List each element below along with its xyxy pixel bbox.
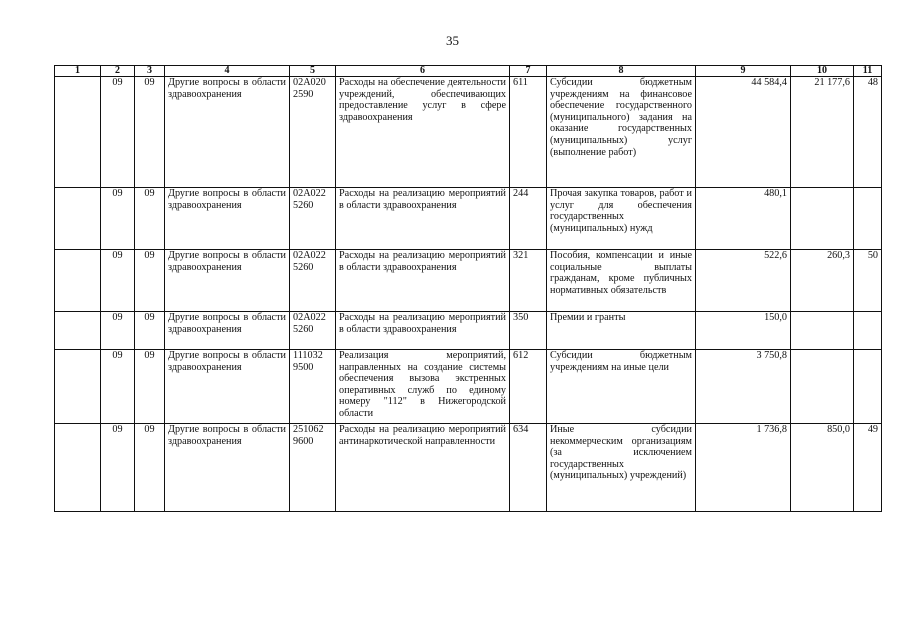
column-header: 9 xyxy=(696,66,791,77)
cell-target-code: 251062 9600 xyxy=(290,424,336,512)
table-row xyxy=(55,77,882,188)
cell-section-name: Другие вопросы в области здравоохранения xyxy=(165,312,290,350)
cell-type-name: Иные субсидии некоммерческим организациям (за исключением государственных (муниципальных) учреждений) xyxy=(547,424,696,512)
table-row xyxy=(55,188,882,250)
column-header: 3 xyxy=(135,66,165,77)
column-header: 5 xyxy=(290,66,336,77)
cell-amount-plan: 522,6 xyxy=(696,250,791,312)
cell-amount-actual xyxy=(791,350,854,424)
cell-type-code: 244 xyxy=(510,188,547,250)
cell-target-code: 111032 9500 xyxy=(290,350,336,424)
cell-expense-name: Расходы на реализацию мероприятий в области здравоохранения xyxy=(336,250,510,312)
column-header: 1 xyxy=(55,66,101,77)
table-row xyxy=(55,250,882,312)
cell-subsection: 09 xyxy=(135,188,165,250)
cell-type-name: Прочая закупка товаров, работ и услуг для обеспечения государственных (муниципальных) нужд xyxy=(547,188,696,250)
cell-amount-plan: 480,1 xyxy=(696,188,791,250)
cell-type-name: Субсидии бюджетным учреждениям на финансовое обеспечение государственного (муниципального) задания на оказание государственных (муниципальных) услуг (выполнение работ) xyxy=(547,77,696,188)
cell-number xyxy=(55,350,101,424)
cell-target-code: 02А022 5260 xyxy=(290,188,336,250)
cell-amount-actual xyxy=(791,312,854,350)
column-header: 10 xyxy=(791,66,854,77)
cell-expense-name: Расходы на реализацию мероприятий в области здравоохранения xyxy=(336,188,510,250)
cell-amount-plan: 1 736,8 xyxy=(696,424,791,512)
cell-type-code: 321 xyxy=(510,250,547,312)
cell-percent: 48 xyxy=(854,77,882,188)
page-number: 35 xyxy=(446,33,459,48)
column-header: 2 xyxy=(101,66,135,77)
cell-section-name: Другие вопросы в области здравоохранения xyxy=(165,424,290,512)
cell-type-code: 611 xyxy=(510,77,547,188)
cell-section: 09 xyxy=(101,350,135,424)
cell-subsection: 09 xyxy=(135,312,165,350)
cell-number xyxy=(55,188,101,250)
cell-type-name: Субсидии бюджетным учреждениям на иные цели xyxy=(547,350,696,424)
column-header: 7 xyxy=(510,66,547,77)
cell-expense-name: Расходы на реализацию мероприятий в области здравоохранения xyxy=(336,312,510,350)
cell-section-name: Другие вопросы в области здравоохранения xyxy=(165,77,290,188)
cell-expense-name: Расходы на обеспечение деятельности учреждений, обеспечивающих предоставление услуг в сфере здравоохранения xyxy=(336,77,510,188)
cell-section: 09 xyxy=(101,312,135,350)
table-row xyxy=(55,350,882,424)
cell-section: 09 xyxy=(101,77,135,188)
column-header: 6 xyxy=(336,66,510,77)
cell-number xyxy=(55,77,101,188)
cell-section: 09 xyxy=(101,250,135,312)
cell-number xyxy=(55,250,101,312)
column-header: 4 xyxy=(165,66,290,77)
cell-section-name: Другие вопросы в области здравоохранения xyxy=(165,250,290,312)
cell-percent: 49 xyxy=(854,424,882,512)
cell-section-name: Другие вопросы в области здравоохранения xyxy=(165,188,290,250)
cell-expense-name: Реализация мероприятий, направленных на создание системы обеспечения вызова экстренных оперативных служб по единому номеру "112" в Нижегородской области xyxy=(336,350,510,424)
cell-amount-plan: 150,0 xyxy=(696,312,791,350)
cell-amount-actual: 260,3 xyxy=(791,250,854,312)
column-header: 8 xyxy=(547,66,696,77)
cell-subsection: 09 xyxy=(135,424,165,512)
cell-section-name: Другие вопросы в области здравоохранения xyxy=(165,350,290,424)
cell-amount-plan: 3 750,8 xyxy=(696,350,791,424)
cell-expense-name: Расходы на реализацию мероприятий антинаркотической направленности xyxy=(336,424,510,512)
cell-amount-actual: 21 177,6 xyxy=(791,77,854,188)
cell-subsection: 09 xyxy=(135,350,165,424)
cell-type-code: 612 xyxy=(510,350,547,424)
cell-amount-plan: 44 584,4 xyxy=(696,77,791,188)
cell-percent: 50 xyxy=(854,250,882,312)
table-row xyxy=(55,424,882,512)
cell-amount-actual: 850,0 xyxy=(791,424,854,512)
cell-target-code: 02А022 5260 xyxy=(290,250,336,312)
cell-number xyxy=(55,424,101,512)
table-row xyxy=(55,312,882,350)
cell-percent xyxy=(854,312,882,350)
cell-type-name: Премии и гранты xyxy=(547,312,696,350)
column-header: 11 xyxy=(854,66,882,77)
cell-section: 09 xyxy=(101,424,135,512)
cell-type-code: 350 xyxy=(510,312,547,350)
cell-percent xyxy=(854,350,882,424)
cell-percent xyxy=(854,188,882,250)
cell-subsection: 09 xyxy=(135,250,165,312)
cell-target-code: 02А022 5260 xyxy=(290,312,336,350)
table-header-row xyxy=(55,66,882,77)
cell-type-name: Пособия, компенсации и иные социальные выплаты гражданам, кроме публичных нормативных обязательств xyxy=(547,250,696,312)
cell-subsection: 09 xyxy=(135,77,165,188)
cell-number xyxy=(55,312,101,350)
cell-target-code: 02А020 2590 xyxy=(290,77,336,188)
cell-amount-actual xyxy=(791,188,854,250)
cell-section: 09 xyxy=(101,188,135,250)
cell-type-code: 634 xyxy=(510,424,547,512)
budget-table xyxy=(54,65,882,512)
